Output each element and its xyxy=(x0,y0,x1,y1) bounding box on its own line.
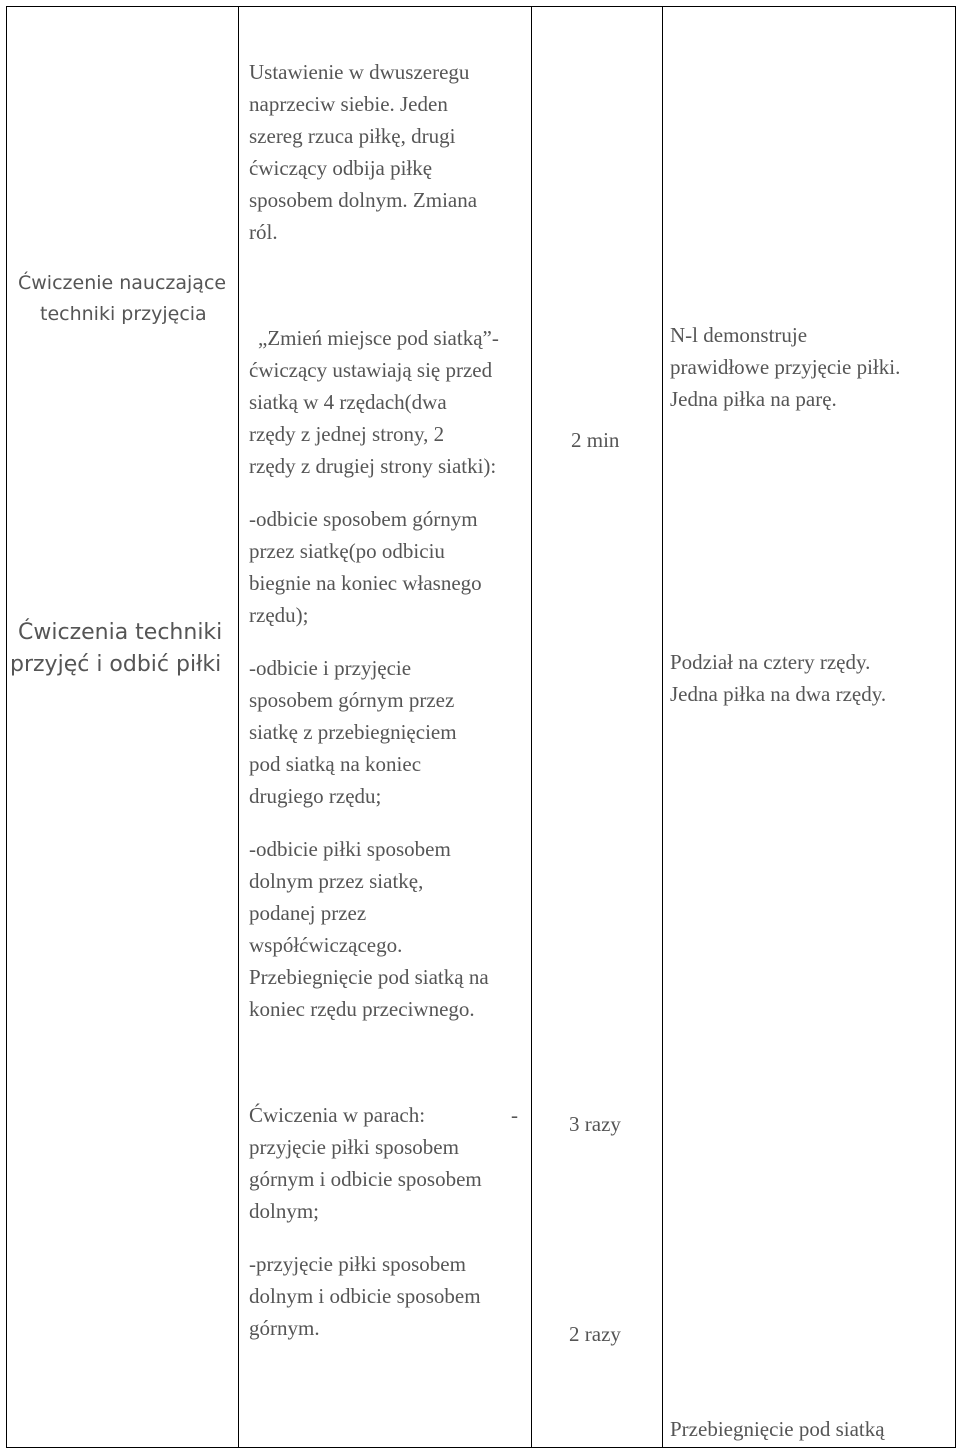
column-divider-2 xyxy=(531,6,532,1448)
dash: - xyxy=(511,1103,518,1127)
duration-2-min: 2 min xyxy=(571,428,620,452)
row1-title-line: Ćwiczenie nauczające xyxy=(18,272,227,294)
text-line: „Zmień miejsce pod siatką”- xyxy=(258,326,499,350)
text-line: ćwiczący odbija piłkę xyxy=(249,156,433,180)
note-line: Podział na cztery rzędy. xyxy=(670,650,871,674)
note-line: N-l demonstruje xyxy=(670,323,808,347)
text-line: ról. xyxy=(249,220,278,244)
note-line: Jedna piłka na parę. xyxy=(670,387,837,411)
text-line: -odbicie sposobem górnym xyxy=(249,507,478,531)
row2-title-line: Ćwiczenia techniki xyxy=(18,620,223,645)
text-line: Przebiegnięcie pod siatką na xyxy=(249,965,489,989)
text-line: Ćwiczenia w parach: xyxy=(249,1103,426,1127)
column-divider-3 xyxy=(662,6,663,1448)
note-line: Przebiegnięcie pod siatką xyxy=(670,1417,885,1441)
text-line: Ustawienie w dwuszeregu xyxy=(249,60,470,84)
text-line: rzędy z jednej strony, 2 xyxy=(249,422,445,446)
repetitions-2-razy: 2 razy xyxy=(569,1322,621,1346)
row2-title-line: przyjęć i odbić piłki xyxy=(10,652,222,677)
text-line: podanej przez xyxy=(249,901,367,925)
text-line: dolnym; xyxy=(249,1199,320,1223)
text-line: drugiego rzędu; xyxy=(249,784,382,808)
text-line: przez siatkę(po odbiciu xyxy=(249,539,445,563)
text-line: szereg rzuca piłkę, drugi xyxy=(249,124,456,148)
text-line: biegnie na koniec własnego xyxy=(249,571,482,595)
repetitions-3-razy: 3 razy xyxy=(569,1112,621,1136)
text-line: rzędu); xyxy=(249,603,309,627)
text-line: -przyjęcie piłki sposobem xyxy=(249,1252,466,1276)
text-line: pod siatką na koniec xyxy=(249,752,422,776)
row1-title-line: techniki przyjęcia xyxy=(40,303,207,325)
note-line: prawidłowe przyjęcie piłki. xyxy=(670,355,901,379)
text-line: rzędy z drugiej strony siatki): xyxy=(249,454,497,478)
text-line: siatką w 4 rzędach(dwa xyxy=(249,390,447,414)
text-line: -odbicie piłki sposobem xyxy=(249,837,451,861)
text-line: dolnym i odbicie sposobem xyxy=(249,1284,481,1308)
table-border-bottom xyxy=(6,1447,956,1448)
text-line: koniec rzędu przeciwnego. xyxy=(249,997,475,1021)
text-line: górnym. xyxy=(249,1316,320,1340)
text-line: dolnym przez siatkę, xyxy=(249,869,424,893)
text-line: przyjęcie piłki sposobem xyxy=(249,1135,459,1159)
text-line: siatkę z przebiegnięciem xyxy=(249,720,457,744)
text-line: naprzeciw siebie. Jeden xyxy=(249,92,448,116)
text-line: ćwiczący ustawiają się przed xyxy=(249,358,493,382)
text-line: sposobem dolnym. Zmiana xyxy=(249,188,478,212)
table-border-right xyxy=(955,6,956,1448)
note-line: Jedna piłka na dwa rzędy. xyxy=(670,682,887,706)
text-line: górnym i odbicie sposobem xyxy=(249,1167,482,1191)
table-border-top xyxy=(6,6,956,7)
table-border-left xyxy=(6,6,7,1448)
text-line: sposobem górnym przez xyxy=(249,688,455,712)
text-line: -odbicie i przyjęcie xyxy=(249,656,412,680)
column-divider-1 xyxy=(238,6,239,1448)
text-line: współćwiczącego. xyxy=(249,933,403,957)
